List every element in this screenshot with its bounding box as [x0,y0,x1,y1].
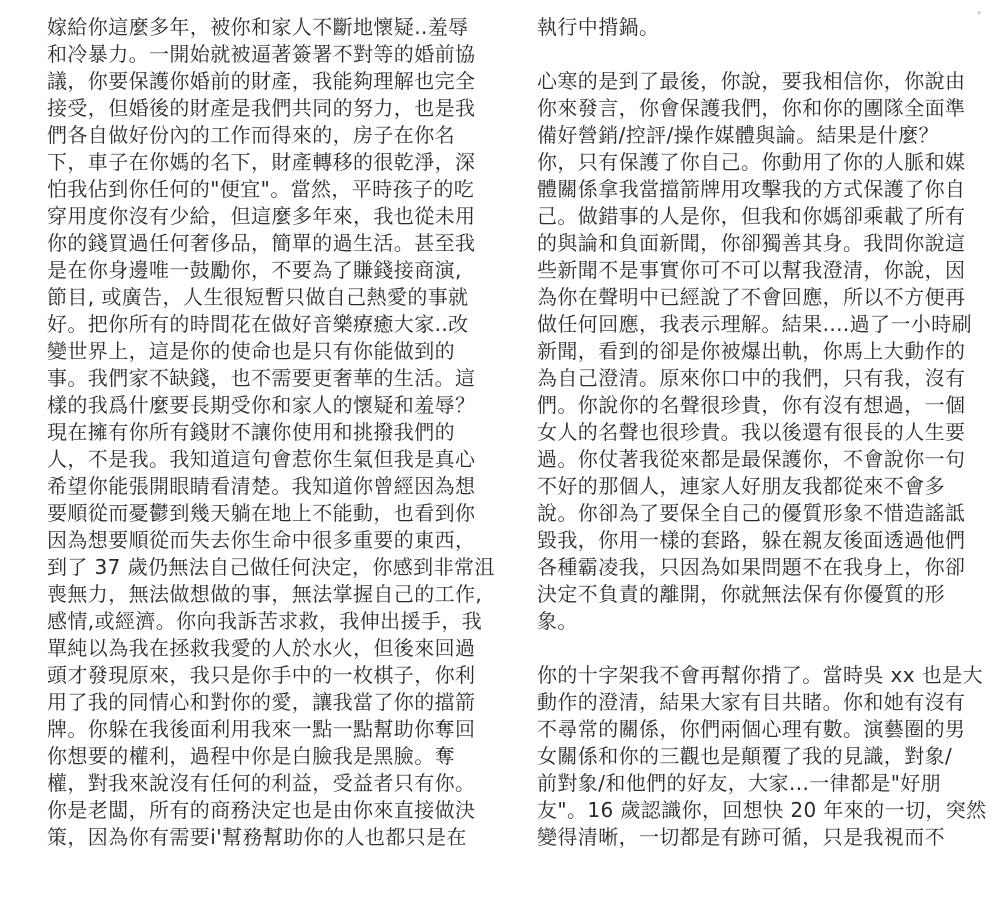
text-line: 己。做錯事的人是你，但我和你媽卻乘載了所有 [537,204,966,228]
text-line: 節目, 或廣告，人生很短暫只做自己熱愛的事就 [47,285,469,309]
paragraph-gap [537,635,977,662]
text-line: 樣的我爲什麼要長期受你和家人的懷疑和羞辱？ [47,393,476,417]
text-line: 過。你仗著我從來都是最保護你，不會說你一句 [537,447,966,471]
text-line: 決定不負責的離開，你就無法保有你優質的形 [537,582,945,606]
text-line: 因為想要順從而失去你生命中很多重要的東西， [47,528,476,552]
text-line: 人，不是我。我知道這句會惹你生氣但我是真心 [47,447,476,471]
text-line: 動作的澄清，結果大家有目共睹。你和她有沒有 [537,690,966,714]
text-line: 策，因為你有需要і'幫務幫助你的人也都只是在 [47,825,467,849]
text-line: 們各自做好份內的工作而得來的，房子在你名 [47,123,455,147]
text-line: 用了我的同情心和對你的愛，讓我當了你的擋箭 [47,690,476,714]
text-line: 怕我佔到你任何的"便宜"。當然，平時孩子的吃 [47,177,475,201]
text-line: 心寒的是到了最後，你說，要我相信你，你說由 [537,69,966,93]
text-line: 你的十字架我不會再幫你揹了。當時吳 xx 也是大 [537,663,983,687]
text-line: 備好營銷/控評/操作媒體與論。結果是什麼？ [537,123,939,147]
text-line: 變得清晰，一切都是有跡可循，只是我視而不 [537,825,945,849]
text-line: 體關係拿我當擋箭牌用攻擊我的方式保護了你自 [537,177,966,201]
text-line: 和冷暴力。一開始就被逼著簽署不對等的婚前協 [47,42,476,66]
text-line: 希望你能張開眼睛看清楚。我知道你曾經因為想 [47,474,476,498]
text-line: 接受，但婚後的財產是我們共同的努力，也是我 [47,96,476,120]
corner-mark: • [976,8,982,19]
text-line: 前對象/和他們的好友，大家...一律都是"好朋 [537,771,942,795]
text-line: 到了 37 歲仍無法自己做任何決定，你感到非常沮 [47,555,495,579]
text-line: 單純以為我在拯救我愛的人於水火，但後來回過 [47,636,476,660]
text-line: 毀我，你用一樣的套路，躲在親友後面透過他們 [537,528,966,552]
text-line: 女關係和你的三觀也是顛覆了我的見識，對象/ [537,744,953,768]
text-line: 你的錢買過任何奢侈品，簡單的過生活。甚至我 [47,231,476,255]
text-line: 是在你身邊唯一鼓勵你，不要為了賺錢接商演, [47,258,462,282]
text-line: 女人的名聲也很珍貴。我以後還有很長的人生要 [537,420,966,444]
text-line: 現在擁有你所有錢財不讓你使用和挑撥我們的 [47,420,455,444]
text-line: 你想要的權利，過程中你是白臉我是黑臉。奪 [47,744,455,768]
text-line: 執行中揹鍋。 [537,15,660,39]
right-text-column [537,14,987,851]
text-line: 做任何回應，我表示理解。結果....過了一小時刷 [537,312,973,336]
text-line: 新聞，看到的卻是你被爆出軌，你馬上大動作的 [537,339,966,363]
text-line: 些新聞不是事實你可不可以幫我澄清，你說，因 [537,258,966,282]
text-line: 要順從而憂鬱到幾天躺在地上不能動，也看到你 [47,501,476,525]
text-line: 你來發言，你會保護我們，你和你的團隊全面準 [537,96,966,120]
text-line: 不尋常的關係，你們兩個心理有數。演藝圈的男 [537,717,966,741]
text-line: 不好的那個人，連家人好朋友我都從來不會多 [537,474,945,498]
text-line: 議，你要保護你婚前的財產，我能夠理解也完全 [47,69,476,93]
text-line: 事。我們家不缺錢，也不需要更奢華的生活。這 [47,366,476,390]
text-line: 穿用度你沒有少給，但這麼多年來，我也從未用 [47,204,476,228]
text-line: 你，只有保護了你自己。你動用了你的人脈和媒 [537,150,966,174]
text-line: 們。你說你的名聲很珍貴，你有沒有想過，一個 [537,393,966,417]
text-line: 牌。你躲在我後面利用我來一點一點幫助你奪回 [47,717,476,741]
text-line: 下，車子在你媽的名下，財產轉移的很乾淨，深 [47,150,476,174]
text-line: 象。 [537,609,578,633]
text-line: 感情,或經濟。你向我訴苦求救，我伸出援手，我 [47,609,483,633]
text-line: 你是老闆，所有的商務決定也是由你來直接做決 [47,798,476,822]
paragraph-gap [537,41,977,68]
text-line: 各種霸凌我，只因為如果問題不在我身上，你卻 [537,555,966,579]
text-line: 好。把你所有的時間花在做好音樂療癒大家..改 [47,312,469,336]
text-line: 嫁給你這麼多年，被你和家人不斷地懷疑..羞辱 [47,15,469,39]
text-line: 權，對我來說沒有任何的利益，受益者只有你。 [47,771,476,795]
text-line: 的與論和負面新聞，你卻獨善其身。我問你說這 [537,231,966,255]
text-line: 友"。16 歲認識你，回想快 20 年來的一切，突然 [537,798,987,822]
left-text-column [47,14,495,851]
text-line: 為你在聲明中已經說了不會回應，所以不方便再 [537,285,966,309]
text-line: 為自己澄清。原來你口中的我們，只有我，沒有 [537,366,966,390]
text-line: 頭才發現原來，我只是你手中的一枚棋子，你利 [47,663,476,687]
text-line: 說。你卻為了要保全自己的優質形象不惜造謠詆 [537,501,966,525]
text-line: 變世界上，這是你的使命也是只有你能做到的 [47,339,455,363]
text-line: 喪無力，無法做想做的事，無法掌握自己的工作, [47,582,483,606]
